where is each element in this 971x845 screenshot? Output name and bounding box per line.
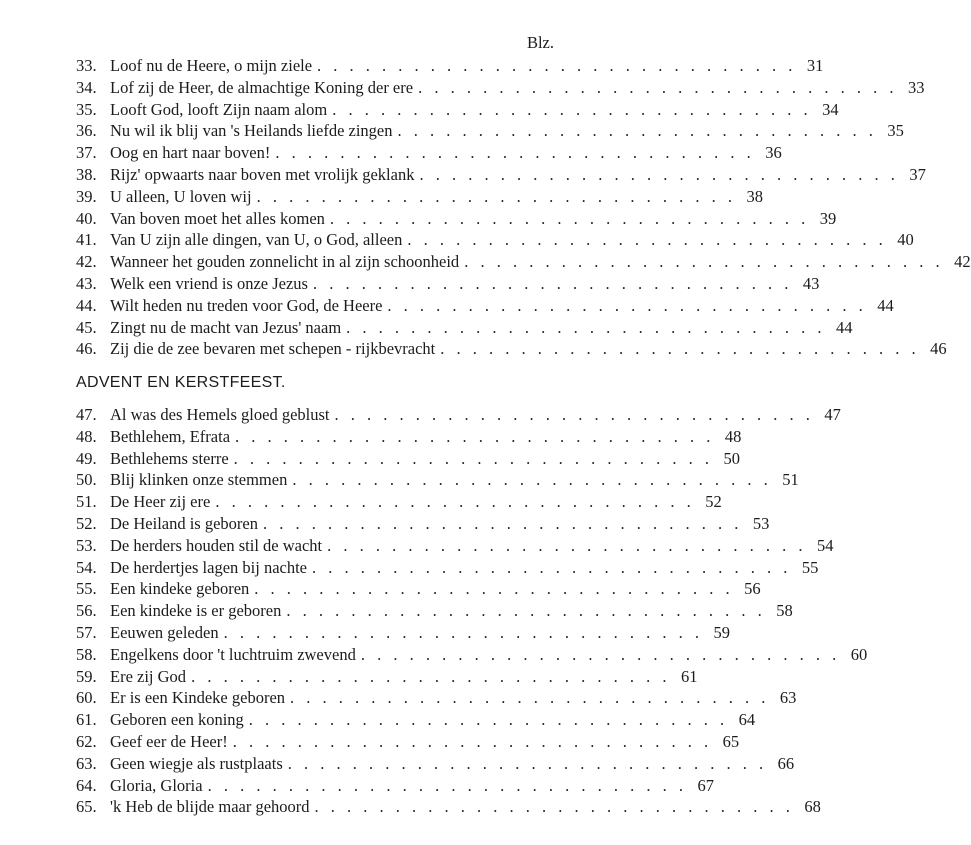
dot-leader: . . . . . . . . . . . . . . . . . . . . . . . . . . . . . . (329, 208, 810, 228)
entry-page-number: 37 (909, 164, 926, 184)
entry-number: 51. (76, 492, 97, 512)
entry-number: 46. (76, 339, 97, 359)
entry-page-number: 53 (752, 513, 770, 533)
entry-number: 61. (76, 710, 97, 730)
entry-title: Welk een vriend is onze Jezus (110, 273, 308, 293)
entry-title: Looft God, looft Zijn naam alom (110, 99, 328, 119)
entry-page-number: 63 (779, 688, 797, 708)
entry-number: 58. (76, 644, 97, 664)
entry-title: Gloria, Gloria (110, 775, 203, 795)
entry-page-number: 64 (738, 710, 756, 730)
toc-entry (76, 426, 742, 449)
entry-page-number: 67 (697, 775, 714, 795)
entry-title: Ere zij God (110, 666, 187, 686)
entry-title: Geef eer de Heer! (110, 731, 228, 751)
dot-leader: . . . . . . . . . . . . . . . . . . . . . . . . . . . . . . (464, 252, 944, 272)
entry-page-number: 61 (680, 666, 698, 686)
dot-leader: . . . . . . . . . . . . . . . . . . . . . . . . . . . . . . (407, 230, 887, 250)
toc-entry (76, 644, 868, 667)
entry-title: Al was des Hemels gloed geblust (110, 405, 330, 424)
toc-entry (76, 186, 763, 209)
dot-leader: . . . . . . . . . . . . . . . . . . . . . . . . . . . . . . (314, 797, 794, 817)
entry-page-number: 31 (806, 56, 824, 75)
entry-number: 64. (76, 775, 97, 795)
dot-leader: . . . . . . . . . . . . . . . . . . . . . . . . . . . . . . (327, 535, 807, 555)
dot-leader: . . . . . . . . . . . . . . . . . . . . . . . . . . . . . . (290, 688, 770, 708)
entry-title: Een kindeke geboren (110, 579, 250, 599)
entry-page-number: 35 (887, 121, 904, 141)
entry-title: Lof zij de Heer, de almachtige Koning der ere (110, 77, 414, 97)
entry-title: Engelkens door 't luchtruim zwevend (110, 644, 356, 664)
entry-number: 65. (76, 797, 97, 817)
dot-leader: . . . . . . . . . . . . . . . . . . . . . . . . . . . . . . (207, 775, 687, 795)
entry-title: Van U zijn alle dingen, van U, o God, alleen (110, 230, 403, 250)
toc-list-section-1 (76, 56, 971, 361)
entry-title: Wanneer het gouden zonnelicht in al zijn schoonheid (110, 252, 460, 272)
entry-page-number: 52 (705, 492, 722, 512)
dot-leader: . . . . . . . . . . . . . . . . . . . . . . . . . . . . . . (387, 295, 867, 315)
entry-page-number: 68 (804, 797, 821, 817)
entry-number: 52. (76, 513, 97, 533)
dot-leader: . . . . . . . . . . . . . . . . . . . . . . . . . . . . . . (419, 164, 899, 184)
entry-title: U alleen, U loven wij (110, 186, 252, 206)
dot-leader: . . . . . . . . . . . . . . . . . . . . . . . . . . . . . . (440, 339, 920, 359)
entry-page-number: 50 (723, 448, 741, 468)
entry-number: 47. (76, 405, 97, 424)
dot-leader: . . . . . . . . . . . . . . . . . . . . . . . . . . . . . . (254, 579, 734, 599)
entry-number: 48. (76, 426, 97, 446)
entry-number: 55. (76, 579, 97, 599)
dot-leader: . . . . . . . . . . . . . . . . . . . . . . . . . . . . . . (275, 143, 755, 163)
toc-entry (76, 230, 914, 252)
entry-title: 'k Heb de blijde maar gehoord (110, 797, 310, 817)
entry-page-number: 66 (777, 753, 795, 773)
entry-title: Een kindeke is er geboren (110, 601, 282, 621)
entry-title: Geen wiegje als rustplaats (110, 753, 283, 773)
entry-page-number: 47 (824, 405, 841, 424)
entry-page-number: 36 (765, 143, 782, 163)
entry-number: 56. (76, 601, 97, 621)
dot-leader: . . . . . . . . . . . . . . . . . . . . . . . . . . . . . . (360, 644, 841, 664)
dot-leader: . . . . . . . . . . . . . . . . . . . . . . . . . . . . . . (346, 317, 826, 337)
entry-page-number: 40 (897, 230, 914, 250)
entry-number: 62. (76, 731, 97, 751)
entry-title: De herders houden stil de wacht (110, 535, 323, 555)
entry-page-number: 55 (801, 557, 819, 577)
toc-entry (76, 339, 947, 361)
entry-page-number: 34 (822, 99, 839, 119)
toc-entry (76, 731, 740, 754)
entry-title: Van boven moet het alles komen (110, 208, 325, 228)
entry-page-number: 43 (802, 273, 820, 293)
entry-number: 50. (76, 470, 97, 490)
toc-entry (76, 56, 824, 78)
entry-page-number: 38 (746, 186, 763, 206)
dot-leader: . . . . . . . . . . . . . . . . . . . . . . . . . . . . . . (286, 601, 766, 621)
entry-page-number: 42 (954, 252, 971, 272)
toc-entry (76, 317, 853, 340)
entry-number: 34. (76, 77, 97, 97)
toc-entry (76, 77, 925, 100)
toc-entry (76, 295, 894, 318)
entry-title: Nu wil ik blij van 's Heilands liefde zingen (110, 121, 393, 141)
toc-entry (76, 775, 714, 798)
entry-number: 40. (76, 208, 97, 228)
entry-page-number: 44 (836, 317, 853, 337)
entry-title: Zij die de zee bevaren met schepen - rijkbevracht (110, 339, 436, 359)
entry-page-number: 60 (850, 644, 868, 664)
entry-number: 49. (76, 448, 97, 468)
entry-number: 38. (76, 164, 97, 184)
entry-number: 53. (76, 535, 97, 555)
entry-title: Wilt heden nu treden voor God, de Heere (110, 295, 383, 315)
dot-leader: . . . . . . . . . . . . . . . . . . . . . . . . . . . . . . (215, 492, 695, 512)
entry-page-number: 54 (817, 535, 834, 555)
toc-entry (76, 99, 839, 122)
entry-number: 36. (76, 121, 97, 141)
entry-number: 39. (76, 186, 97, 206)
dot-leader: . . . . . . . . . . . . . . . . . . . . . . . . . . . . . . (312, 557, 792, 577)
dot-leader: . . . . . . . . . . . . . . . . . . . . . . . . . . . . . . (256, 186, 736, 206)
toc-entry (76, 535, 834, 558)
entry-number: 45. (76, 317, 97, 337)
dot-leader: . . . . . . . . . . . . . . . . . . . . . . . . . . . . . . (317, 56, 797, 75)
entry-title: Bethlehems sterre (110, 448, 229, 468)
dot-leader: . . . . . . . . . . . . . . . . . . . . . . . . . . . . . . (397, 121, 877, 141)
entry-page-number: 48 (724, 426, 742, 446)
entry-number: 33. (76, 56, 97, 75)
entry-title: Er is een Kindeke geboren (110, 688, 286, 708)
dot-leader: . . . . . . . . . . . . . . . . . . . . . . . . . . . . . . (191, 666, 671, 686)
entry-page-number: 65 (722, 731, 740, 751)
toc-entry (76, 405, 841, 427)
dot-leader: . . . . . . . . . . . . . . . . . . . . . . . . . . . . . . (223, 622, 703, 642)
toc-list-section-2 (76, 405, 868, 819)
dot-leader: . . . . . . . . . . . . . . . . . . . . . . . . . . . . . . (235, 426, 715, 446)
dot-leader: . . . . . . . . . . . . . . . . . . . . . . . . . . . . . . (292, 470, 772, 490)
entry-title: Loof nu de Heere, o mijn ziele (110, 56, 313, 75)
toc-entry (76, 797, 821, 819)
toc-entry (76, 252, 971, 274)
entry-title: Oog en hart naar boven! (110, 143, 271, 163)
entry-number: 43. (76, 273, 97, 293)
dot-leader: . . . . . . . . . . . . . . . . . . . . . . . . . . . . . . (332, 99, 812, 119)
entry-number: 42. (76, 252, 97, 272)
entry-page-number: 44 (877, 295, 894, 315)
entry-number: 59. (76, 666, 97, 686)
entry-title: Geboren een koning (110, 710, 244, 730)
dot-leader: . . . . . . . . . . . . . . . . . . . . . . . . . . . . . . (248, 710, 729, 730)
entry-page-number: 59 (713, 622, 730, 642)
toc-entry (76, 688, 797, 710)
toc-entry (76, 164, 926, 187)
entry-page-number: 33 (907, 77, 925, 97)
entry-title: Blij klinken onze stemmen (110, 470, 288, 490)
entry-number: 60. (76, 688, 97, 708)
entry-page-number: 56 (744, 579, 761, 599)
toc-entry (76, 557, 819, 580)
toc-entry (76, 121, 904, 143)
dot-leader: . . . . . . . . . . . . . . . . . . . . . . . . . . . . . . (418, 77, 898, 97)
dot-leader: . . . . . . . . . . . . . . . . . . . . . . . . . . . . . . (263, 513, 743, 533)
page-column-label: Blz. (526, 33, 554, 52)
toc-entry (76, 492, 722, 514)
toc-entry (76, 753, 795, 776)
toc-entry (76, 273, 820, 296)
section-heading: ADVENT EN KERSTFEEST. (76, 374, 286, 391)
toc-entry (76, 579, 761, 601)
toc-entry (76, 710, 756, 732)
entry-page-number: 39 (819, 208, 837, 228)
entry-page-number: 58 (776, 601, 793, 621)
dot-leader: . . . . . . . . . . . . . . . . . . . . . . . . . . . . . . (232, 731, 713, 751)
toc-entry (76, 513, 770, 536)
entry-number: 37. (76, 143, 97, 163)
toc-entry (76, 208, 837, 231)
toc-entry (76, 622, 730, 645)
entry-title: De Heer zij ere (110, 492, 211, 512)
toc-entry (76, 601, 793, 623)
toc-entry (76, 666, 698, 689)
dot-leader: . . . . . . . . . . . . . . . . . . . . . . . . . . . . . . (287, 753, 768, 773)
entry-number: 41. (76, 230, 97, 250)
entry-title: Eeuwen geleden (110, 622, 219, 642)
entry-number: 44. (76, 295, 97, 315)
entry-number: 54. (76, 557, 97, 577)
toc-entry (76, 470, 799, 492)
dot-leader: . . . . . . . . . . . . . . . . . . . . . . . . . . . . . . (312, 273, 793, 293)
entry-title: Rijz' opwaarts naar boven met vrolijk geklank (110, 164, 415, 184)
entry-number: 63. (76, 753, 97, 773)
entry-title: De Heiland is geboren (110, 513, 258, 533)
dot-leader: . . . . . . . . . . . . . . . . . . . . . . . . . . . . . . (334, 405, 814, 424)
toc-entry (76, 143, 782, 165)
entry-page-number: 46 (930, 339, 947, 359)
entry-page-number: 51 (782, 470, 799, 490)
entry-title: Bethlehem, Efrata (110, 426, 231, 446)
entry-number: 35. (76, 99, 97, 119)
dot-leader: . . . . . . . . . . . . . . . . . . . . . . . . . . . . . . (233, 448, 714, 468)
toc-entry (76, 448, 741, 471)
entry-title: De herdertjes lagen bij nachte (110, 557, 307, 577)
entry-title: Zingt nu de macht van Jezus' naam (110, 317, 342, 337)
entry-number: 57. (76, 622, 97, 642)
